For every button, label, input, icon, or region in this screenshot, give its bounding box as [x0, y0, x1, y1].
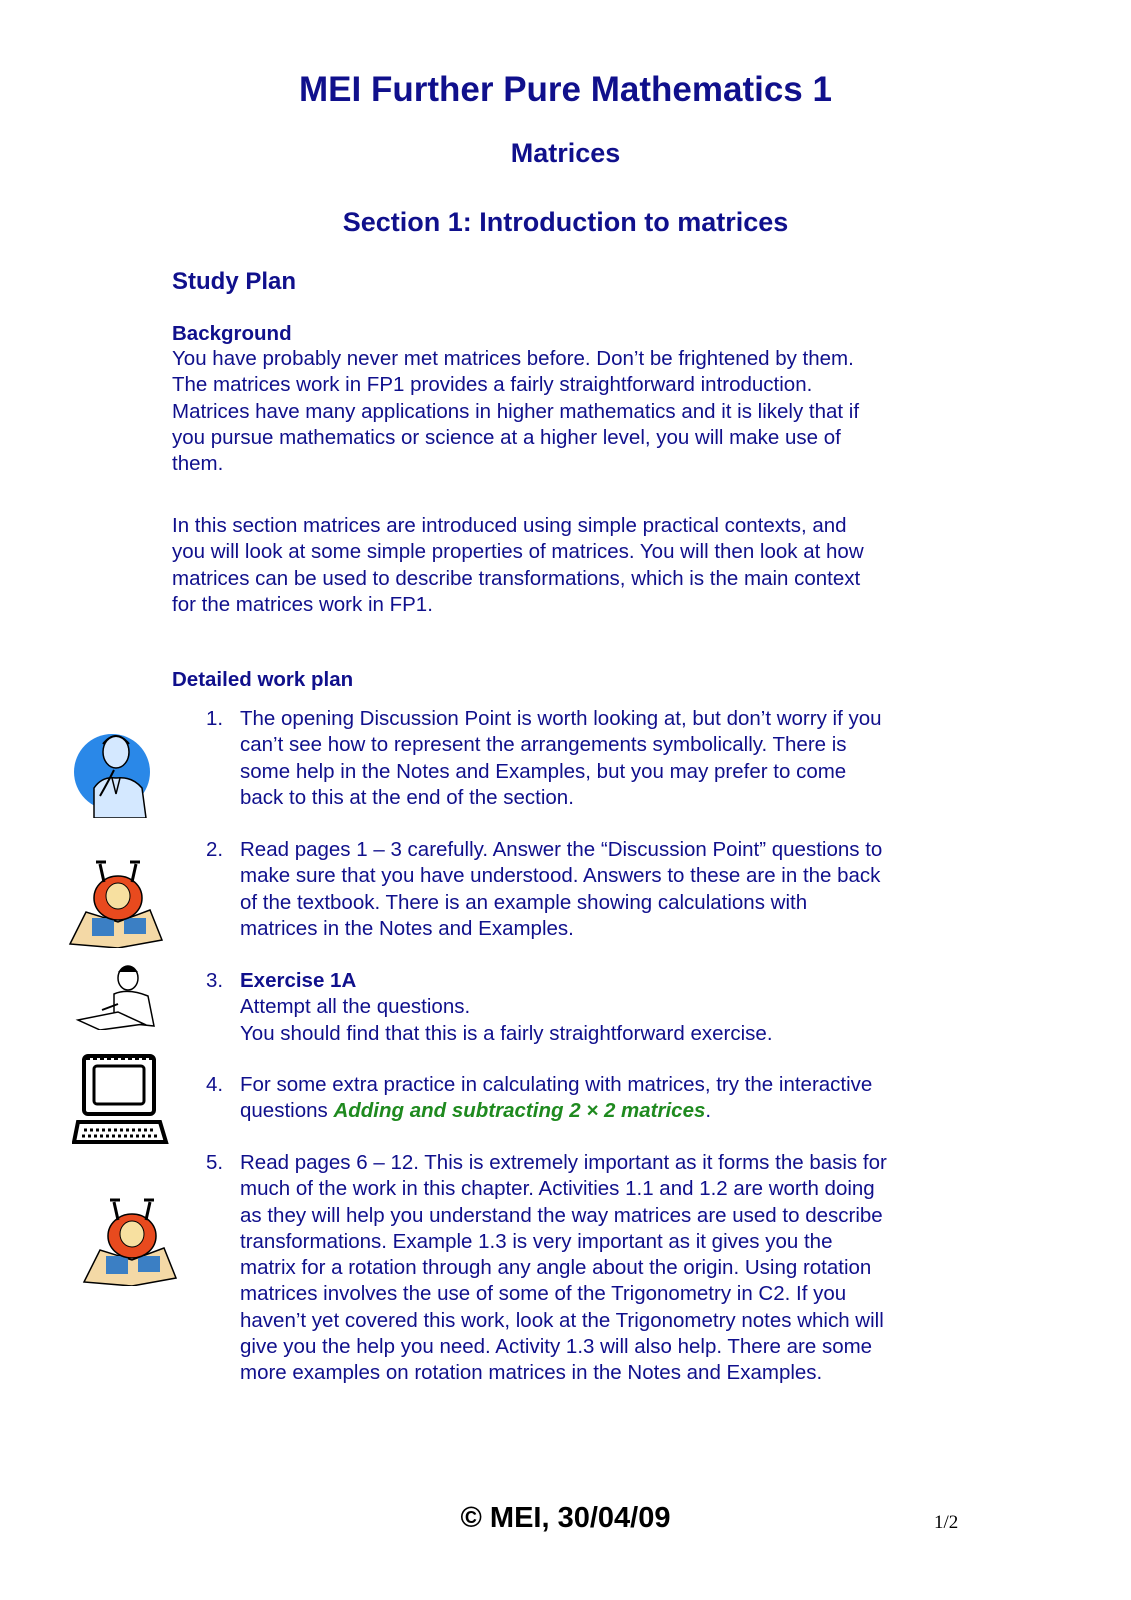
- document-title: MEI Further Pure Mathematics 1: [299, 70, 832, 109]
- item-text: Read pages 1 – 3 carefully. Answer the “Discussion Point” questions to make sure that you have understood. Answers to these are in the back of the textbook. There is an example showing calculations with matrices in the Notes and Examples.: [240, 838, 883, 940]
- reading-person-icon: [66, 852, 166, 948]
- work-plan-item-4: [206, 1072, 976, 1125]
- thinking-person-icon: [72, 722, 158, 818]
- document-subtitle: Matrices: [510, 138, 621, 168]
- item-text-after: .: [705, 1099, 712, 1123]
- item-text: [240, 1072, 976, 1125]
- work-plan-item-3: [206, 968, 976, 1047]
- footer-copyright: © MEI, 30/04/09: [460, 1502, 671, 1534]
- item-number: 1.: [206, 707, 224, 730]
- writing-person-icon: [74, 960, 160, 1030]
- page-number: 1/2: [934, 1512, 959, 1533]
- item-number: 3.: [206, 969, 224, 992]
- item-number: 2.: [206, 838, 224, 861]
- background-paragraph-1: You have probably never met matrices before. Don’t be frightened by them. The matrices work in FP1 provides a fairly straightforward introduction. Matrices have many applications in higher mathematics and it is likely that if you pursue mathematics or science at a higher level, you will make use of them.: [172, 347, 860, 476]
- work-plan-item-1: [206, 706, 976, 811]
- detailed-work-plan-heading: Detailed work plan: [172, 668, 354, 691]
- item-number: 5.: [206, 1151, 224, 1174]
- work-plan-item-5: [206, 1150, 976, 1387]
- work-plan-item-2: [206, 837, 976, 942]
- background-paragraph-2: In this section matrices are introduced using simple practical contexts, and you will look at some simple properties of matrices. You will then look at how matrices can be used to describe transformations, which is the main context for the matrices work in FP1.: [172, 514, 864, 616]
- item-number: 4.: [206, 1073, 224, 1096]
- section-title: Section 1: Introduction to matrices: [342, 207, 789, 237]
- exercise-title: Exercise 1A: [240, 969, 357, 992]
- interactive-questions-link[interactable]: Adding and subtracting 2 × 2 matrices: [333, 1099, 706, 1123]
- item-text: The opening Discussion Point is worth looking at, but don’t worry if you can’t see how to represent the arrangements symbolically. There is some help in the Notes and Examples, but you may prefer to come back to this at the end of the section.: [240, 707, 882, 809]
- background-heading: Background: [172, 322, 292, 345]
- item-text: Attempt all the questions. You should find that this is a fairly straightforward exercise.: [240, 995, 773, 1045]
- computer-icon: [72, 1054, 170, 1144]
- study-plan-heading: Study Plan: [172, 268, 297, 295]
- item-text-before: For some extra practice in calculating with matrices, try the interactive questions: [240, 1073, 873, 1123]
- item-text: Read pages 6 – 12. This is extremely important as it forms the basis for much of the work in this chapter. Activities 1.1 and 1.2 are worth doing as they will help you understand the way matrices are used to describe transformations. Example 1.3 is very important as it gives you the matrix for a rotation through any angle about the origin. Using rotation matrices involves the use of some of the Trigonometry in C2. If you haven’t yet covered this work, look at the Trigonometry notes which will give you the help you need. Activity 1.3 will also help. There are some more examples on rotation matrices in the Notes and Examples.: [240, 1151, 887, 1385]
- reading-person-icon: [80, 1190, 180, 1286]
